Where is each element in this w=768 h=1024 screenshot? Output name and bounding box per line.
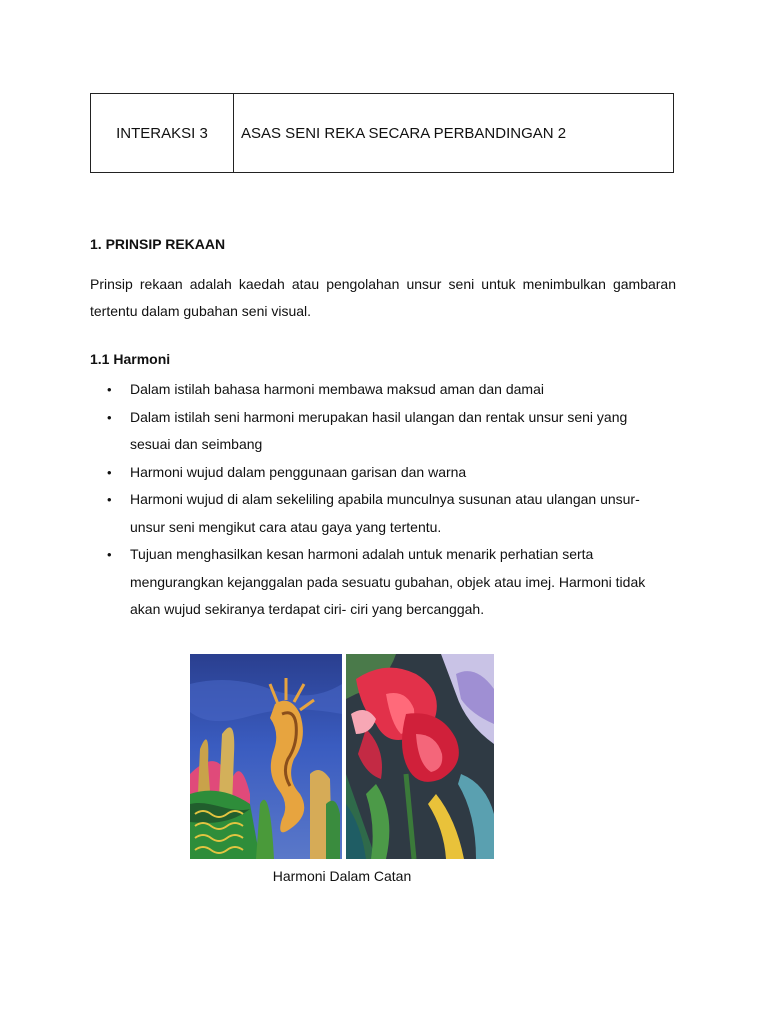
bullet-icon: • <box>107 492 112 507</box>
bullet-list <box>90 376 670 624</box>
list-item: • Dalam istilah seni harmoni merupakan hasil ulangan dan rentak unsur seni yang sesuai dan seimbang <box>90 404 670 459</box>
list-item: • Harmoni wujud dalam penggunaan garisan dan warna <box>90 459 670 487</box>
interaction-code-cell: INTERAKSI 3 <box>91 94 234 172</box>
section-heading: 1. PRINSIP REKAAN <box>90 236 226 252</box>
list-item: • Tujuan menghasilkan kesan harmoni adalah untuk menarik perhatian serta mengurangkan kejanggalan pada sesuatu gubahan, objek atau imej. Harmoni tidak akan wujud sekiranya terdapat ciri- ciri yang bercanggah. <box>90 541 670 624</box>
section-paragraph: Prinsip rekaan adalah kaedah atau pengolahan unsur seni untuk menimbulkan gambaran tertentu dalam gubahan seni visual. <box>90 276 676 319</box>
seahorse-painting-image <box>190 654 342 859</box>
subsection-heading: 1.1 Harmoni <box>90 351 171 367</box>
header-table <box>90 93 674 173</box>
bullet-icon: • <box>107 464 112 480</box>
list-item: • Dalam istilah bahasa harmoni membawa maksud aman dan damai <box>90 376 670 404</box>
interaction-title-cell: ASAS SENI REKA SECARA PERBANDINGAN 2 <box>241 124 567 142</box>
figure-caption: Harmoni Dalam Catan <box>272 868 412 884</box>
bullet-icon: • <box>107 409 112 425</box>
list-item: • Harmoni wujud di alam sekeliling apabila munculnya susunan atau ulangan unsur-unsur seni mengikut cara atau gaya yang tertentu. <box>90 486 670 541</box>
iris-painting-image <box>346 654 494 859</box>
bullet-icon: • <box>107 382 112 397</box>
bullet-icon: • <box>107 547 112 562</box>
